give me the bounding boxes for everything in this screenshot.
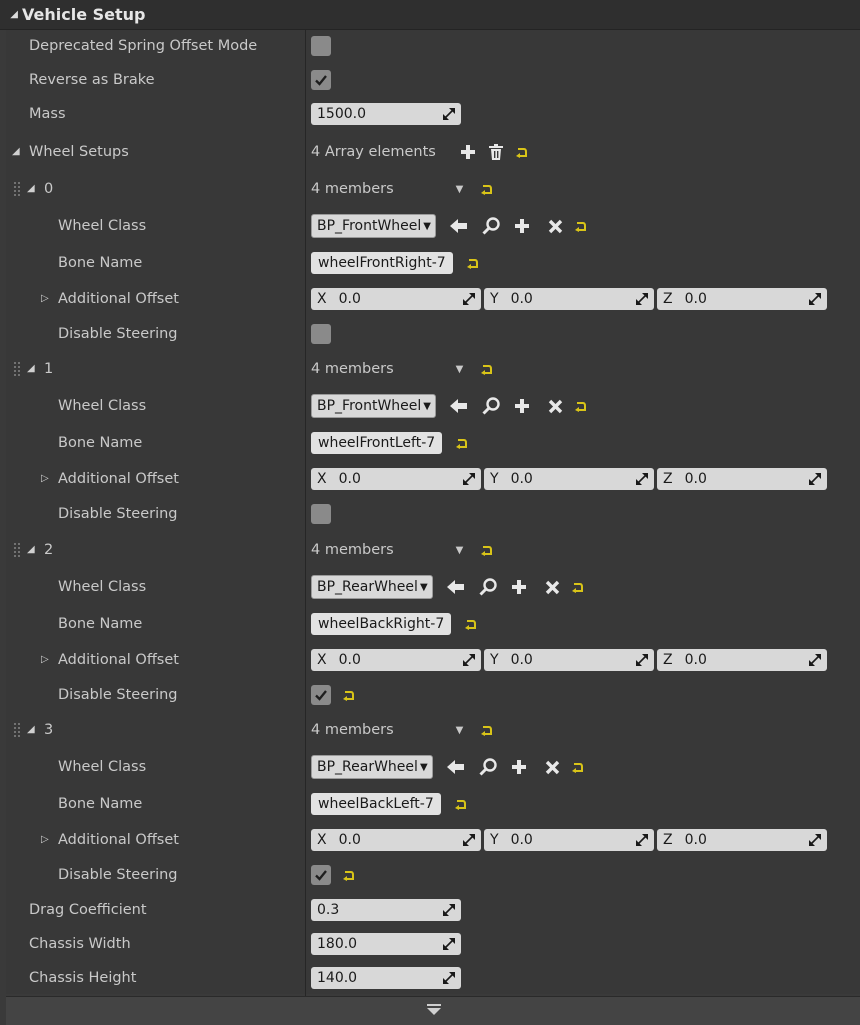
element-index: 2 (44, 542, 54, 558)
offset-x-input[interactable] (311, 649, 481, 671)
reset-to-default-icon[interactable] (481, 725, 492, 736)
bone-name-input[interactable]: wheelBackLeft-7 (311, 793, 441, 815)
collapse-triangle-icon[interactable]: ◢ (10, 9, 18, 20)
reset-to-default-icon[interactable] (516, 147, 527, 158)
add-icon[interactable] (511, 759, 527, 775)
axis-label: Y (490, 652, 499, 668)
magnifier-icon[interactable] (479, 758, 497, 776)
value-cell (311, 607, 476, 641)
chevron-down-icon: ▼ (419, 761, 428, 773)
row-chassis-width (0, 927, 860, 961)
element-collapse-icon[interactable]: ◢ (27, 363, 35, 374)
property-label: Bone Name (58, 796, 143, 812)
spin-drag-icon[interactable] (463, 654, 475, 666)
chassis-width-input[interactable] (311, 933, 461, 955)
value-cell (311, 750, 583, 784)
property-label: Disable Steering (58, 506, 178, 522)
property-label: Wheel Class (58, 759, 147, 775)
combo-value: BP_RearWheel (317, 579, 418, 595)
close-icon[interactable] (548, 219, 563, 234)
members-count: 4 members (311, 722, 394, 738)
members-count: 4 members (311, 542, 394, 558)
value-cell (311, 787, 466, 821)
offset-y-input[interactable] (484, 288, 654, 310)
property-label: Wheel Setups (29, 144, 129, 160)
axis-label: Z (663, 832, 673, 848)
spin-drag-icon[interactable] (809, 293, 821, 305)
axis-value: 0.0 (684, 471, 707, 487)
wheel-element-0 (0, 172, 860, 206)
axis-value: 0.0 (338, 832, 361, 848)
row-bone-name (0, 426, 860, 460)
element-collapse-icon[interactable]: ◢ (27, 544, 35, 555)
axis-label: Z (663, 652, 673, 668)
offset-expand-icon[interactable]: ▷ (41, 293, 49, 304)
checkmark-icon (314, 73, 328, 87)
property-label: Bone Name (58, 616, 143, 632)
axis-label: Y (490, 291, 499, 307)
combo-value: BP_FrontWheel (317, 218, 422, 234)
value-cell (311, 858, 354, 892)
axis-value: 0.0 (338, 471, 361, 487)
value-cell (311, 533, 492, 567)
row-bone-name (0, 787, 860, 821)
row-additional-offset (0, 462, 860, 496)
spin-drag-icon[interactable] (809, 473, 821, 485)
close-icon[interactable] (545, 760, 560, 775)
add-icon[interactable] (460, 144, 476, 160)
drag-handle-icon[interactable] (13, 722, 21, 738)
value-cell (311, 135, 527, 169)
disable-steering-checkbox[interactable] (311, 865, 331, 885)
value-cell (311, 497, 331, 531)
add-icon[interactable] (514, 398, 530, 414)
property-label: Chassis Height (29, 970, 137, 986)
wheel-element-2 (0, 533, 860, 567)
property-label: Wheel Class (58, 218, 147, 234)
property-label: Drag Coefficient (29, 902, 147, 918)
chevron-down-icon[interactable]: ▼ (455, 183, 464, 195)
wheel-class-combo[interactable] (311, 575, 433, 599)
spin-drag-icon[interactable] (809, 654, 821, 666)
disable-steering-checkbox[interactable] (311, 685, 331, 705)
magnifier-icon[interactable] (479, 578, 497, 596)
value-cell (311, 927, 461, 961)
axis-value: 0.0 (684, 652, 707, 668)
spin-drag-icon[interactable] (463, 473, 475, 485)
section-title: Vehicle Setup (22, 5, 146, 24)
arrow-left-icon[interactable] (447, 759, 465, 775)
value-cell (311, 63, 331, 97)
value-cell (311, 893, 461, 927)
expand-more-icon[interactable] (426, 1002, 442, 1016)
property-label: Mass (29, 106, 66, 122)
bone-name-input[interactable]: wheelFrontLeft-7 (311, 432, 442, 454)
reset-to-default-icon[interactable] (467, 258, 478, 269)
axis-label: X (317, 832, 327, 848)
drag-coefficient-input[interactable] (311, 899, 461, 921)
value-cell (311, 352, 492, 386)
bone-name-input[interactable]: wheelBackRight-7 (311, 613, 451, 635)
offset-x-input[interactable] (311, 468, 481, 490)
value-cell (311, 678, 354, 712)
row-deprecated-spring (0, 29, 860, 63)
value-cell (311, 97, 461, 131)
row-mass (0, 97, 860, 131)
chevron-down-icon[interactable]: ▼ (455, 544, 464, 556)
axis-value: 0.0 (684, 832, 707, 848)
axis-value: 0.0 (510, 652, 533, 668)
row-wheel-class (0, 750, 860, 784)
wheel-element-1 (0, 352, 860, 386)
close-icon[interactable] (545, 580, 560, 595)
reset-to-default-icon[interactable] (481, 364, 492, 375)
property-label: Deprecated Spring Offset Mode (29, 38, 258, 54)
offset-z-input[interactable] (657, 829, 827, 851)
value-cell (311, 961, 461, 995)
reset-to-default-icon[interactable] (465, 619, 476, 630)
element-collapse-icon[interactable]: ◢ (27, 724, 35, 735)
spin-drag-icon[interactable] (443, 904, 455, 916)
bone-name-input[interactable]: wheelFrontRight-7 (311, 252, 453, 274)
spin-drag-icon[interactable] (443, 972, 455, 984)
property-label: Wheel Class (58, 398, 147, 414)
reset-to-default-icon[interactable] (343, 690, 354, 701)
property-label: Disable Steering (58, 687, 178, 703)
value-cell (311, 426, 467, 460)
row-drag-coefficient (0, 893, 860, 927)
row-bone-name (0, 246, 860, 280)
row-disable-steering (0, 317, 860, 351)
reset-to-default-icon[interactable] (575, 401, 586, 412)
magnifier-icon[interactable] (482, 217, 500, 235)
value-cell (311, 389, 586, 423)
value-cell (311, 713, 492, 747)
numeric-value: 180.0 (317, 936, 358, 952)
reset-to-default-icon[interactable] (572, 582, 583, 593)
row-wheel-setups (0, 135, 860, 169)
checkmark-icon (314, 868, 328, 882)
chevron-down-icon: ▼ (423, 400, 431, 412)
row-disable-steering (0, 678, 860, 712)
disable-steering-checkbox[interactable] (311, 504, 331, 524)
arrow-left-icon[interactable] (450, 218, 468, 234)
axis-value: 0.0 (510, 471, 533, 487)
row-additional-offset (0, 823, 860, 857)
row-additional-offset (0, 643, 860, 677)
property-label: Additional Offset (58, 471, 179, 487)
reset-to-default-icon[interactable] (572, 762, 583, 773)
element-collapse-icon[interactable]: ◢ (27, 183, 35, 194)
drag-handle-icon[interactable] (13, 181, 21, 197)
offset-y-input[interactable] (484, 649, 654, 671)
spin-drag-icon[interactable] (443, 938, 455, 950)
deprecated-spring-checkbox[interactable] (311, 36, 331, 56)
spin-drag-icon[interactable] (636, 293, 648, 305)
value-cell (311, 172, 492, 206)
property-label: Bone Name (58, 435, 143, 451)
axis-value: 0.0 (510, 291, 533, 307)
value-cell (311, 282, 827, 316)
spin-drag-icon[interactable] (636, 654, 648, 666)
arrow-left-icon[interactable] (450, 398, 468, 414)
element-index: 0 (44, 181, 54, 197)
axis-label: Z (663, 291, 673, 307)
offset-expand-icon[interactable]: ▷ (41, 834, 49, 845)
property-label: Chassis Width (29, 936, 131, 952)
reset-to-default-icon[interactable] (343, 870, 354, 881)
property-label: Bone Name (58, 255, 143, 271)
array-count: 4 Array elements (311, 144, 436, 160)
offset-x-input[interactable] (311, 829, 481, 851)
value-cell (311, 317, 331, 351)
property-label: Additional Offset (58, 652, 179, 668)
value-cell (311, 462, 827, 496)
property-label: Reverse as Brake (29, 72, 155, 88)
spin-drag-icon[interactable] (463, 293, 475, 305)
property-label: Wheel Class (58, 579, 147, 595)
chevron-down-icon: ▼ (423, 220, 431, 232)
reverse-brake-checkbox[interactable] (311, 70, 331, 90)
members-count: 4 members (311, 181, 394, 197)
reset-to-default-icon[interactable] (481, 184, 492, 195)
drag-handle-icon[interactable] (13, 542, 21, 558)
axis-label: Y (490, 471, 499, 487)
numeric-value: 140.0 (317, 970, 358, 986)
value-cell (311, 823, 827, 857)
value-cell (311, 29, 331, 63)
wheel-element-3 (0, 713, 860, 747)
row-disable-steering (0, 497, 860, 531)
property-label: Disable Steering (58, 867, 178, 883)
row-wheel-class (0, 570, 860, 604)
chevron-down-icon: ▼ (419, 581, 428, 593)
spin-drag-icon[interactable] (636, 473, 648, 485)
disable-steering-checkbox[interactable] (311, 324, 331, 344)
offset-y-input[interactable] (484, 468, 654, 490)
drag-handle-icon[interactable] (13, 361, 21, 377)
axis-label: X (317, 652, 327, 668)
wheel-class-combo[interactable] (311, 755, 433, 779)
add-icon[interactable] (514, 218, 530, 234)
spin-drag-icon[interactable] (443, 108, 455, 120)
checkmark-icon (314, 688, 328, 702)
spin-drag-icon[interactable] (636, 834, 648, 846)
offset-expand-icon[interactable]: ▷ (41, 654, 49, 665)
reset-to-default-icon[interactable] (481, 545, 492, 556)
element-index: 3 (44, 722, 54, 738)
magnifier-icon[interactable] (482, 397, 500, 415)
row-reverse-brake (0, 63, 860, 97)
axis-value: 0.0 (684, 291, 707, 307)
numeric-value: 1500.0 (317, 106, 366, 122)
property-label: Disable Steering (58, 326, 178, 342)
close-icon[interactable] (548, 399, 563, 414)
value-cell (311, 209, 586, 243)
property-label: Additional Offset (58, 832, 179, 848)
reset-to-default-icon[interactable] (455, 799, 466, 810)
axis-label: X (317, 291, 327, 307)
combo-value: BP_FrontWheel (317, 398, 422, 414)
row-wheel-class (0, 389, 860, 423)
wheel-setups-collapse-icon[interactable]: ◢ (12, 146, 20, 157)
row-chassis-height (0, 961, 860, 995)
value-cell (311, 570, 583, 604)
row-disable-steering (0, 858, 860, 892)
numeric-value: 0.3 (317, 902, 340, 918)
wheel-class-combo[interactable] (311, 214, 436, 238)
offset-z-input[interactable] (657, 649, 827, 671)
chevron-down-icon[interactable]: ▼ (455, 363, 464, 375)
add-icon[interactable] (511, 579, 527, 595)
spin-drag-icon[interactable] (463, 834, 475, 846)
chassis-height-input[interactable] (311, 967, 461, 989)
row-wheel-class (0, 209, 860, 243)
offset-z-input[interactable] (657, 288, 827, 310)
axis-value: 0.0 (510, 832, 533, 848)
axis-value: 0.0 (338, 291, 361, 307)
trash-icon[interactable] (488, 144, 504, 161)
panel-footer (6, 996, 860, 1025)
axis-label: Z (663, 471, 673, 487)
offset-x-input[interactable] (311, 288, 481, 310)
spin-drag-icon[interactable] (809, 834, 821, 846)
row-bone-name (0, 607, 860, 641)
offset-expand-icon[interactable]: ▷ (41, 473, 49, 484)
members-count: 4 members (311, 361, 394, 377)
arrow-left-icon[interactable] (447, 579, 465, 595)
axis-value: 0.0 (338, 652, 361, 668)
mass-input[interactable] (311, 103, 461, 125)
reset-to-default-icon[interactable] (456, 438, 467, 449)
axis-label: Y (490, 832, 499, 848)
reset-to-default-icon[interactable] (575, 221, 586, 232)
combo-value: BP_RearWheel (317, 759, 418, 775)
offset-z-input[interactable] (657, 468, 827, 490)
row-additional-offset (0, 282, 860, 316)
section-header-vehicle-setup[interactable] (0, 0, 860, 30)
offset-y-input[interactable] (484, 829, 654, 851)
property-label: Additional Offset (58, 291, 179, 307)
axis-label: X (317, 471, 327, 487)
value-cell (311, 246, 478, 280)
value-cell (311, 643, 827, 677)
wheel-class-combo[interactable] (311, 394, 436, 418)
element-index: 1 (44, 361, 54, 377)
chevron-down-icon[interactable]: ▼ (455, 724, 464, 736)
